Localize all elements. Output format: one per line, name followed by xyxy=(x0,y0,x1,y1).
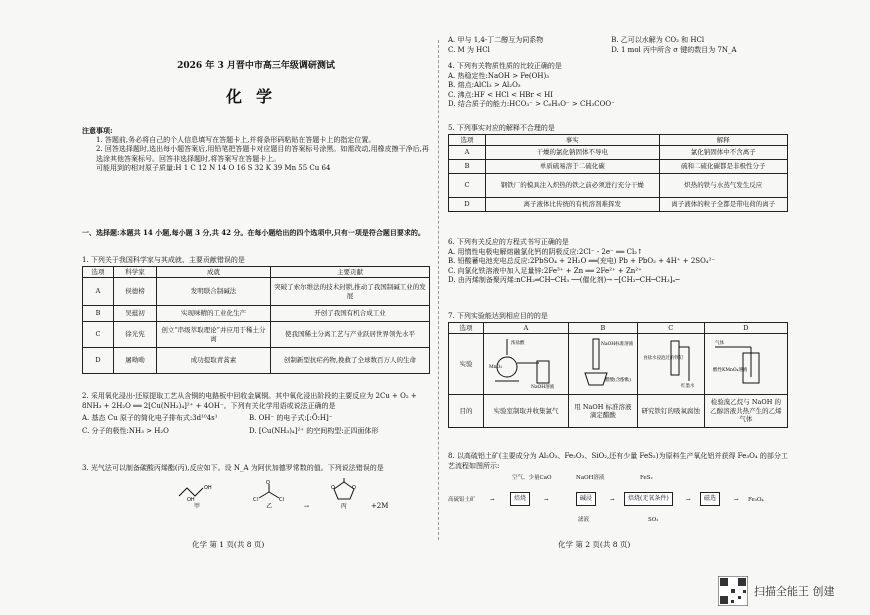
propanediol-structure-icon xyxy=(177,480,217,502)
scanner-watermark xyxy=(718,576,835,606)
table-cell: 实现味精的工业化生产 xyxy=(157,306,271,322)
table-row xyxy=(83,278,430,306)
table-header: 选项 xyxy=(449,134,486,146)
label-red-ink: 红墨水 xyxy=(680,383,695,389)
goal-b: 用 NaOH 标准溶液滴定醋酸 xyxy=(569,395,638,428)
q8-flowchart xyxy=(448,474,788,534)
q3-option-c: C. M 为 HCl xyxy=(448,45,490,54)
q2-option-c: C. 分子的极性:NH₃ > H₂O xyxy=(82,426,169,435)
table-header: 主要贡献 xyxy=(270,266,429,278)
input-fes2: FeS₂ xyxy=(640,475,653,481)
question-3 xyxy=(82,464,430,511)
propylene-carbonate-structure-icon xyxy=(326,478,362,502)
qr-code-icon xyxy=(718,576,748,606)
q2-stem: 2. 采用氧化浸出-还原提取工艺从含铜的电路板中回收金属铜。其中氧化浸出阶段的主要反应为 2Cu + O₂ + 8NH₃ + 2H₂O ══ 2[Cu(NH₃)₄]²⁺ + 4OH⁻。下列有关化学用语或说法正确的是 xyxy=(82,392,417,410)
table-row xyxy=(83,348,430,374)
flow-arrow-icon: → xyxy=(544,497,549,503)
page-1-footer: 化学 第 1 页(共 8 页) xyxy=(192,540,265,549)
flow-arrow-icon: → xyxy=(490,497,495,503)
question-1 xyxy=(82,256,430,374)
flow-step-roast-anoxic: 焙烧(无氧条件) xyxy=(624,492,673,506)
q2-option-d: D. [Cu(NH₃)₄]²⁺ 的空间构型:正四面体形 xyxy=(249,426,379,435)
question-7 xyxy=(448,312,788,428)
label-conc-hcl: 浓盐酸 xyxy=(511,340,525,346)
flow-arrow-icon: → xyxy=(686,497,691,503)
question-2 xyxy=(82,392,430,436)
label-naoh-standard: NaOH标准溶液 xyxy=(600,341,633,347)
flow-start: 高硫铝土矿 xyxy=(448,497,476,503)
table-cell: 成功提取青蒿素 xyxy=(157,348,271,374)
table-cell: 离子液体的粒子全都是带电荷的离子 xyxy=(659,198,787,212)
molecule-bing xyxy=(319,478,369,512)
svg-text:OH: OH xyxy=(204,484,212,491)
table-header-row xyxy=(449,134,788,146)
table-header: 选项 xyxy=(449,322,484,334)
label-naoh: NaOH溶液 xyxy=(531,384,555,389)
flow-step-magnetic: 磁选 xyxy=(700,492,720,506)
q6-option-a: A. 用惰性电极电解熔融氯化钙的阴极反应:2Cl⁻ - 2e⁻ ══ Cl₂↑ xyxy=(448,247,643,256)
page-1 xyxy=(82,0,430,560)
svg-text:O: O xyxy=(351,484,356,491)
molecule-jia xyxy=(152,480,242,512)
table-cell: 使我国稀土分离工艺与产业跃居世界领先水平 xyxy=(270,322,429,348)
table-cell: 单质硫易溶于二硫化碳 xyxy=(486,160,660,174)
q1-stem: 1. 下列关于我国科学家与其成就、主要贡献错误的是 xyxy=(82,256,245,264)
notes xyxy=(82,126,430,174)
q3-options xyxy=(448,36,788,55)
table-cell: 开创了我国有机合成工业 xyxy=(270,306,429,322)
table-cell: D xyxy=(449,198,486,212)
question-4 xyxy=(448,62,788,110)
atomic-masses: 可能用到的相对原子质量:H 1 C 12 N 14 O 16 S 32 K 39 Mn 55 Cu 64 xyxy=(96,164,331,172)
svg-text:O: O xyxy=(266,479,271,486)
goal-row xyxy=(449,395,788,428)
molecule-label-bing: 丙 xyxy=(340,502,347,510)
notes-title: 注意事项: xyxy=(82,126,113,135)
q6-option-c: C. 向氯化铁溶液中加入足量锌:2Fe³⁺ + Zn ══ 2Fe²⁺ + Zn²⁺ xyxy=(448,266,642,275)
molecule-yi xyxy=(244,480,294,512)
svg-text:O: O xyxy=(330,484,335,491)
phosgene-structure-icon xyxy=(251,480,287,502)
q6-option-b: B. 铅酸蓄电池充电总反应:2PbSO₄ + 2H₂O ══(充电) Pb + PbO₂ + 4H⁺ + 2SO₄²⁻ xyxy=(448,257,716,265)
table-header-row xyxy=(449,322,788,334)
question-8 xyxy=(448,452,788,471)
q4-option-a: A. 热稳定性:NaOH > Fe(OH)₃ xyxy=(448,71,550,80)
flow-step-alkali: 碱浸 xyxy=(576,492,596,506)
table-header: D xyxy=(704,322,787,334)
q4-stem: 4. 下列有关物质性质的比较正确的是 xyxy=(448,62,562,70)
table-cell: 突破了索尔维法的技术封锁,推动了我国制碱工业的发展 xyxy=(270,278,429,306)
molecule-label-jia: 甲 xyxy=(193,502,200,510)
table-header: 科学家 xyxy=(114,266,157,278)
goal-d: 检验溴乙烷与 NaOH 的乙醇溶液共热产生的乙烯气体 xyxy=(704,395,787,428)
svg-text:OH: OH xyxy=(187,496,195,502)
table-cell: A xyxy=(83,278,114,306)
note-1: 1. 答题前,务必将自己的个人信息填写在答题卡上,并将条形码粘贴在答题卡上的指定位置。 xyxy=(96,135,376,144)
table-cell: C xyxy=(83,322,114,348)
experiment-row xyxy=(449,334,788,395)
q3-reaction xyxy=(82,478,430,512)
table-row xyxy=(83,306,430,322)
table-cell: 屠呦呦 xyxy=(114,348,157,374)
table-cell: 炽热的铁与水蒸气发生反应 xyxy=(659,174,787,198)
table-cell: 干燥的氯化钠固体不导电 xyxy=(486,146,660,160)
apparatus-d xyxy=(704,334,787,395)
svg-text:Cl: Cl xyxy=(279,496,285,502)
table-header: 解释 xyxy=(659,134,787,146)
subject-title: 化学 xyxy=(225,87,286,106)
molecule-label-yi: 乙 xyxy=(266,502,273,510)
table-cell: A xyxy=(449,146,486,160)
table-cell: 离子液体比传统的有机溶剂难挥发 xyxy=(486,198,660,212)
question-6 xyxy=(448,238,788,286)
table-header: A xyxy=(484,322,569,334)
flow-step-roast: 焙烧 xyxy=(510,492,530,506)
table-row xyxy=(449,198,788,212)
q3-option-b: B. 乙可以水解为 CO₂ 和 HCl xyxy=(611,36,705,44)
flow-end: Fe₃O₄ xyxy=(748,497,764,503)
apparatus-b xyxy=(569,334,638,395)
q4-option-d: D. 结合质子的能力:HCO₃⁻ > C₆H₅O⁻ > CH₃COO⁻ xyxy=(448,100,615,108)
svg-text:Cl: Cl xyxy=(253,496,259,502)
label-mno2: MnO₂ xyxy=(489,364,502,370)
flow-arrow-icon: → xyxy=(610,497,615,503)
q7-table xyxy=(448,322,788,429)
table-header: C xyxy=(637,322,704,334)
q2-option-a: A. 基态 Cu 原子的简化电子排布式:3d¹⁰4s¹ xyxy=(82,414,218,422)
exam-title: 2026 年 3 月晋中市高三年级调研测试 xyxy=(177,61,335,71)
table-cell: D xyxy=(83,348,114,374)
corrosion-apparatus-icon xyxy=(641,337,701,389)
q7-stem: 7. 下列实验能达到相应目的的是 xyxy=(448,312,548,320)
q6-option-d: D. 由丙烯制备聚丙烯:nCH₂═CH─CH₃ ──(催化剂)→ ─[CH₂─CH─CH₃]ₙ─ xyxy=(448,276,680,284)
q1-table xyxy=(82,266,430,375)
q3-option-a: A. 甲与 1,4-丁二醇互为同系物 xyxy=(448,36,544,44)
table-row xyxy=(83,322,430,348)
page-2 xyxy=(448,0,788,560)
q5-stem: 5. 下列事实对应的解释不合理的是 xyxy=(448,124,555,132)
q2-option-b: B. OH⁻ 的电子式:[:Ö:H]⁻ xyxy=(249,414,333,422)
byproduct: +2M xyxy=(370,501,389,510)
goal-a: 实验室制取并收集氯气 xyxy=(484,395,569,428)
q8-stem: 8. 以高硫铝土矿(主要成分为 Al₂O₃、Fe₂O₃、SiO₂,还有少量 FeS₂)为原料生产氧化铝并获得 Fe₃O₄ 的部分工艺流程如图所示: xyxy=(448,452,788,470)
table-cell: 创立“串级萃取理论”并应用于稀土分离 xyxy=(157,322,271,348)
table-header-row xyxy=(83,266,430,278)
input-air: 空气、少量CaO xyxy=(512,475,552,481)
reaction-arrow-icon: → xyxy=(303,502,309,510)
table-cell: 硫和二硫化碳都是非极性分子 xyxy=(659,160,787,174)
apparatus-c xyxy=(637,334,704,395)
table-header: 成就 xyxy=(157,266,271,278)
row-label-goal: 目的 xyxy=(449,395,484,428)
titration-apparatus-icon xyxy=(573,337,633,389)
table-cell: B xyxy=(83,306,114,322)
question-5 xyxy=(448,124,788,212)
output-filtrate: 滤液 xyxy=(578,517,590,523)
q6-stem: 6. 下列有关反应的方程式书写正确的是 xyxy=(448,238,569,246)
section-1-heading: 一、选择题:本题共 14 小题,每小题 3 分,共 42 分。在每小题给出的四个选项中,只有一项是符合题目要求的。 xyxy=(82,228,425,237)
label-iron-nail: 食盐水浸泡过的铁钉 xyxy=(642,355,684,361)
table-cell: B xyxy=(449,160,486,174)
table-cell: 徐光宪 xyxy=(114,322,157,348)
apparatus-a xyxy=(484,334,569,395)
table-cell: 钢铁厂的模具注入炽热的铁之前必须进行充分干燥 xyxy=(486,174,660,198)
table-row xyxy=(449,174,788,198)
flow-arrow-icon: → xyxy=(734,497,739,503)
gas-test-apparatus-icon xyxy=(711,337,781,389)
table-row xyxy=(449,146,788,160)
q3-stem: 3. 光气法可以制备碳酸丙烯酯(丙),反应如下。设 N_A 为阿伏加德罗常数的值。下列说法错误的是 xyxy=(82,464,384,472)
table-header: B xyxy=(569,322,638,334)
table-cell: 创制新型抗疟药物,挽救了全球数百万人的生命 xyxy=(270,348,429,374)
table-cell: 吴蕴初 xyxy=(114,306,157,322)
q3-option-d: D. 1 mol 丙中所含 σ 键的数目为 7N_A xyxy=(611,45,737,54)
table-header: 事实 xyxy=(486,134,660,146)
table-header: 选项 xyxy=(83,266,114,278)
label-gas: 气体 xyxy=(714,340,724,346)
page-divider xyxy=(438,40,439,540)
page-2-footer: 化学 第 2 页(共 8 页) xyxy=(558,540,631,549)
table-row xyxy=(449,160,788,174)
chlorine-generator-apparatus-icon xyxy=(487,337,565,389)
q4-option-c: C. 沸点:HF < HCl < HBr < HI xyxy=(448,90,553,99)
output-so2: SO₂ xyxy=(648,517,659,523)
row-label-experiment: 实验 xyxy=(449,334,484,395)
scanner-brand-text: 扫描全能王 创建 xyxy=(754,585,835,598)
q5-table xyxy=(448,134,788,213)
table-cell: 发明联合制碱法 xyxy=(157,278,271,306)
label-kmno4: 酸性KMnO₄溶液 xyxy=(712,367,748,373)
table-cell: C xyxy=(449,174,486,198)
table-cell: 氯化钠固体中不含离子 xyxy=(659,146,787,160)
table-cell: 侯德榜 xyxy=(114,278,157,306)
goal-c: 研究铁钉的吸氧腐蚀 xyxy=(637,395,704,428)
input-naoh: NaOH溶液 xyxy=(576,475,605,481)
label-acetic-acid: 醋酸(含酚酞) xyxy=(604,377,631,383)
note-2: 2. 回答选择题时,选出每小题答案后,用铅笔把答题卡对应题目的答案标号涂黑。如需改动,用橡皮擦干净后,再选涂其他答案标号。回答非选择题时,将答案写在答题卡上。 xyxy=(96,145,429,163)
q4-option-b: B. 熔点:AlCl₃ > Al₂O₃ xyxy=(448,81,521,89)
